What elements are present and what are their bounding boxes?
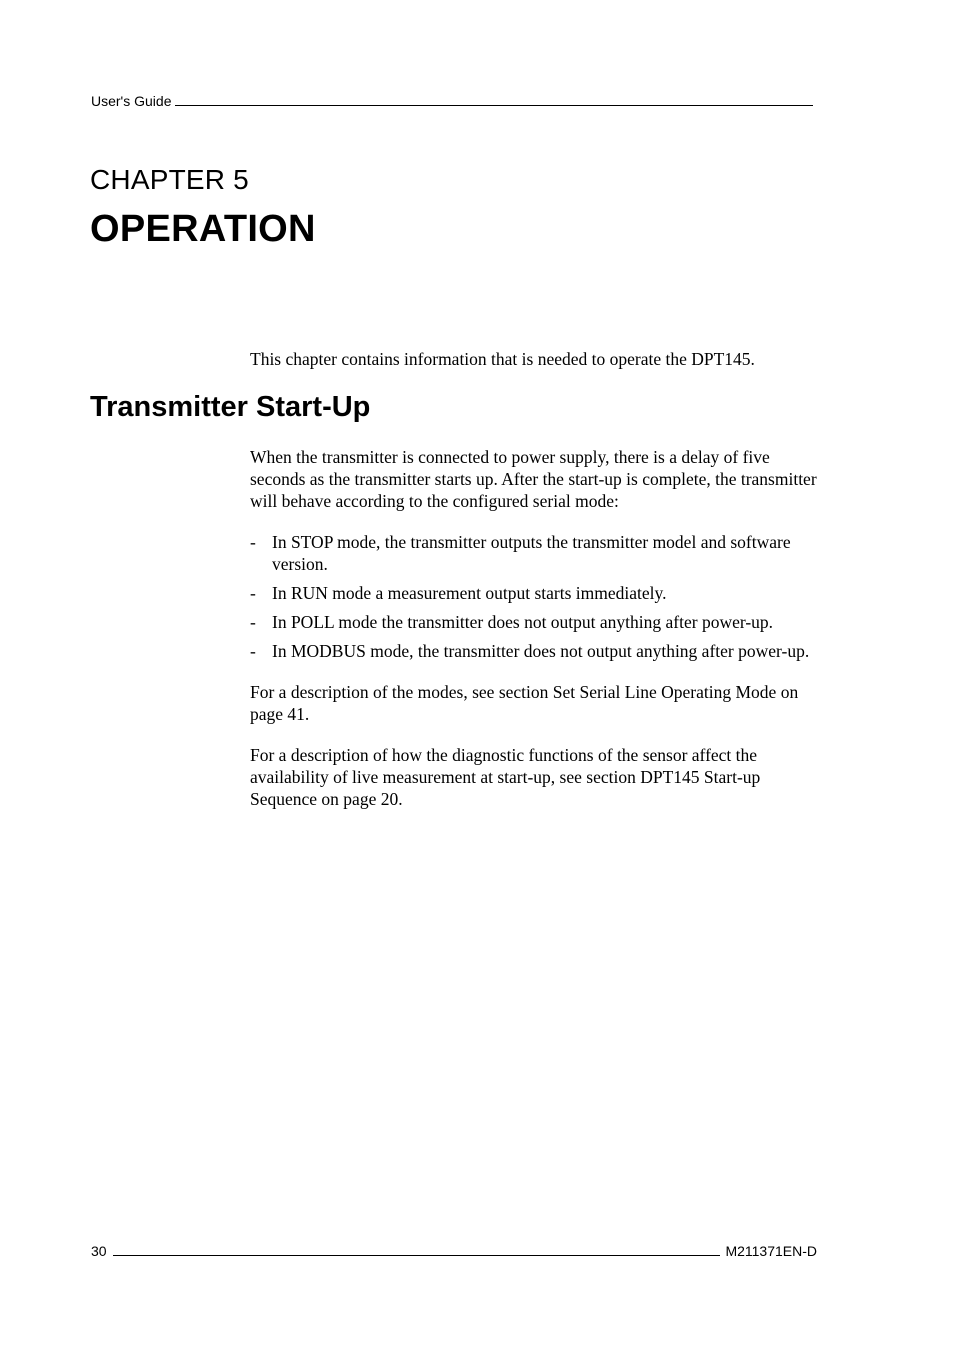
chapter-label: CHAPTER 5 (90, 164, 249, 195)
list-item (250, 640, 825, 662)
list-bullet: - (250, 641, 256, 661)
section-body (250, 446, 825, 829)
list-item-text: In RUN mode a measurement output starts immediately. (272, 583, 667, 603)
list-item-text: In STOP mode, the transmitter outputs the transmitter model and software version. (272, 532, 791, 574)
page-footer (91, 1240, 817, 1260)
list-item (250, 582, 825, 604)
list-item-text: In POLL mode the transmitter does not output anything after power-up. (272, 612, 774, 632)
page-number: 30 (91, 1243, 107, 1259)
list-item (250, 611, 825, 633)
modes-reference-paragraph: For a description of the modes, see section Set Serial Line Operating Mode on page 41. (250, 682, 799, 724)
footer-rule (113, 1255, 721, 1256)
list-bullet: - (250, 583, 256, 603)
list-item (250, 531, 825, 575)
page-header (91, 90, 813, 110)
list-bullet: - (250, 612, 256, 632)
intro-paragraph: This chapter contains information that is needed to operate the DPT145. (250, 349, 755, 369)
diagnostics-reference-paragraph: For a description of how the diagnostic functions of the sensor affect the availability of live measurement at start-up, see section DPT145 Start-up Sequence on page 20. (250, 745, 761, 809)
document-code: M211371EN-D (725, 1243, 817, 1259)
list-bullet: - (250, 532, 256, 552)
list-item-text: In MODBUS mode, the transmitter does not output anything after power-up. (272, 641, 810, 661)
header-rule (175, 105, 813, 106)
chapter-title: OPERATION (90, 208, 316, 250)
startup-paragraph: When the transmitter is connected to power supply, there is a delay of five seconds as the transmitter starts up. After the start-up is complete, the transmitter will behave according to the configured serial mode: (250, 447, 817, 511)
header-title: User's Guide (91, 93, 172, 109)
section-heading: Transmitter Start-Up (90, 391, 371, 423)
serial-mode-list (250, 531, 825, 662)
